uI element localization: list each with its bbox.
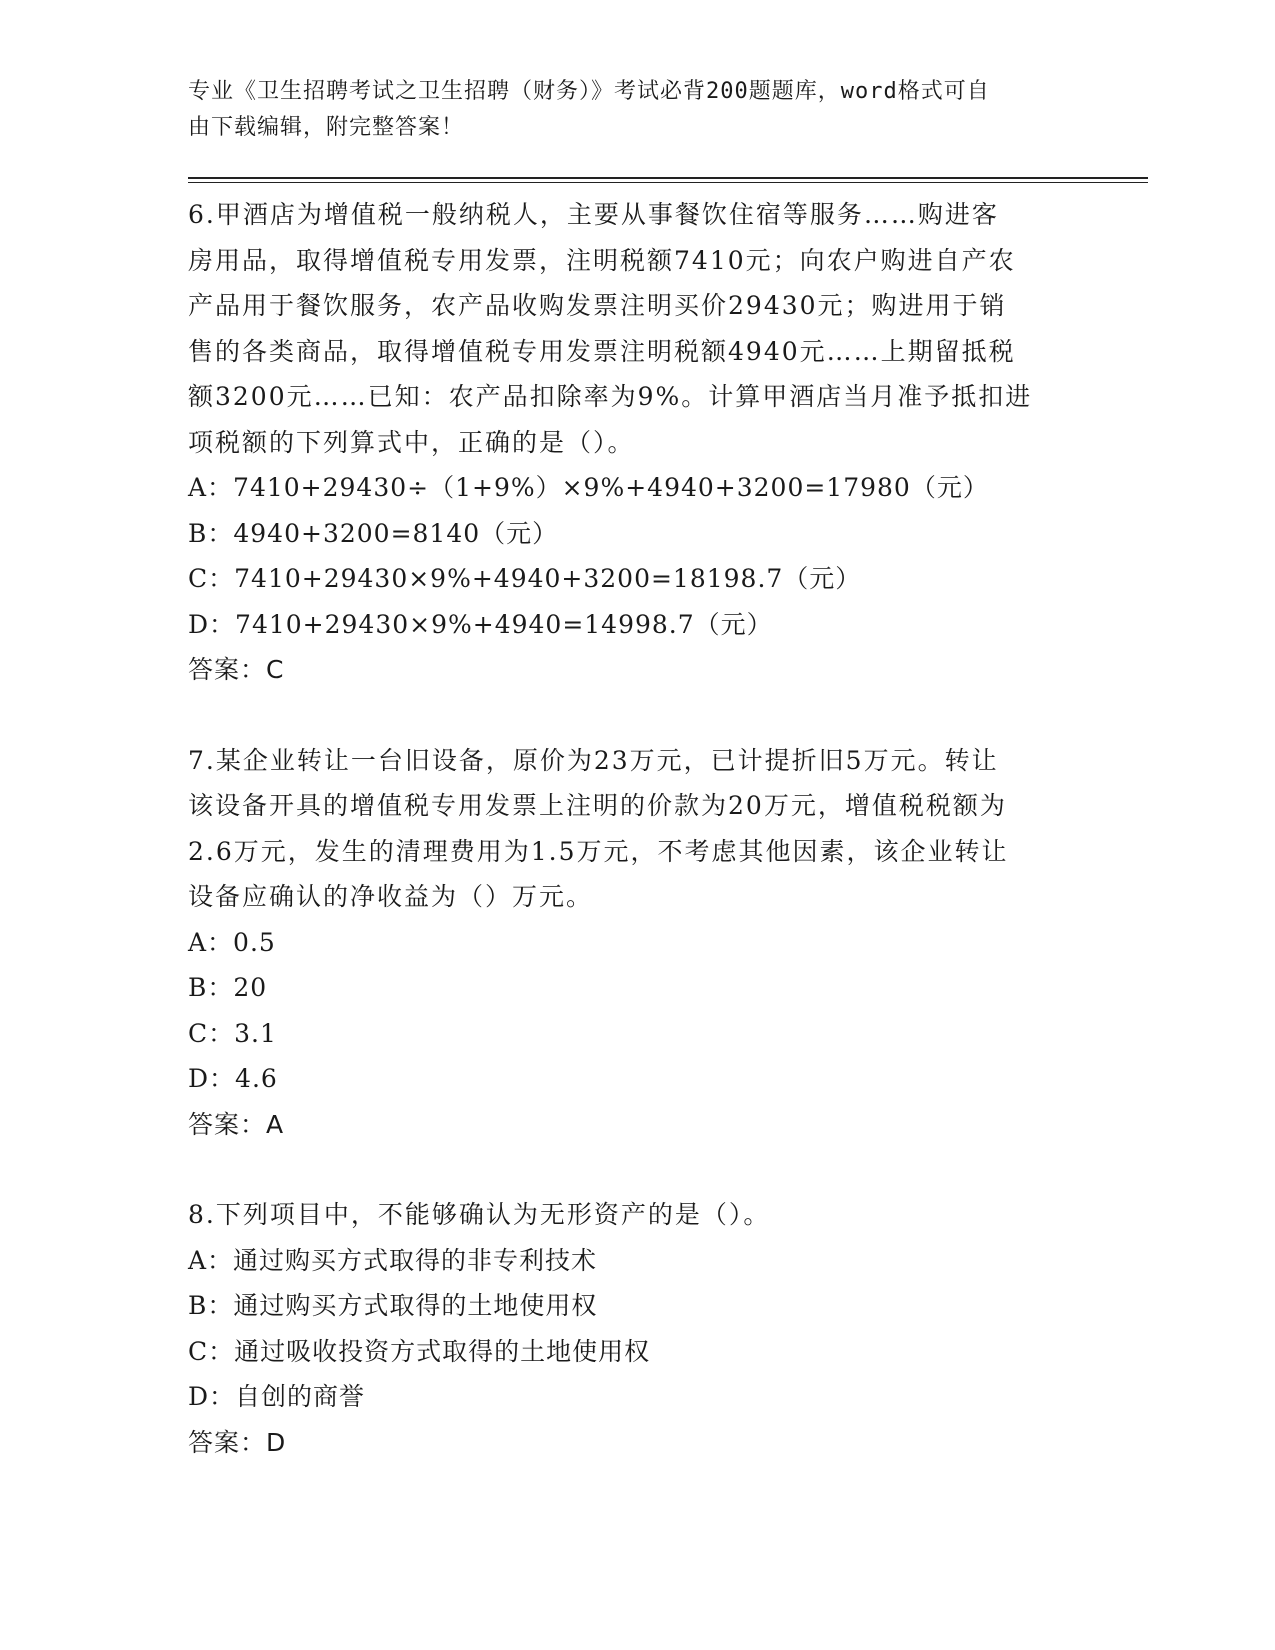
- question-stem-line: 设备应确认的净收益为（）万元。: [188, 882, 594, 911]
- question-7: [188, 738, 1088, 1148]
- question-spacer: [188, 1147, 1088, 1192]
- question-stem-line: 6.甲酒店为增值税一般纳税人，主要从事餐饮住宿等服务……购进客: [188, 200, 999, 229]
- question-stem-line: 额3200元……已知：农产品扣除率为9%。计算甲酒店当月准予抵扣进: [188, 382, 1033, 411]
- option-a: A：0.5: [188, 927, 276, 957]
- question-6: [188, 192, 1088, 693]
- option-d: D：7410+29430×9%+4940=14998.7（元）: [188, 609, 773, 639]
- header-divider-thin: [188, 182, 1148, 183]
- question-8: [188, 1192, 1088, 1465]
- option-a: A：通过购买方式取得的非专利技术: [188, 1245, 598, 1275]
- question-stem-line: 产品用于餐饮服务，农产品收购发票注明买价29430元；购进用于销: [188, 291, 1007, 320]
- answer: 答案：C: [188, 655, 285, 684]
- question-stem-line: 房用品，取得增值税专用发票，注明税额7410元；向农户购进自产农: [188, 245, 1016, 275]
- option-c: C：3.1: [188, 1018, 277, 1048]
- header-line-1: 专业《卫生招聘考试之卫生招聘（财务）》考试必背200题题库，word格式可自: [188, 79, 990, 104]
- answer: 答案：D: [188, 1427, 287, 1457]
- answer: 答案：A: [188, 1109, 285, 1139]
- option-b: B：20: [188, 973, 268, 1002]
- document-header: [188, 74, 1088, 146]
- option-d: D：4.6: [188, 1064, 278, 1093]
- question-stem-line: 售的各类商品，取得增值税专用发票注明税额4940元……上期留抵税: [188, 336, 1016, 366]
- question-stem-line: 7.某企业转让一台旧设备，原价为23万元，已计提折旧5万元。转让: [188, 745, 999, 775]
- question-stem-line: 该设备开具的增值税专用发票上注明的价款为20万元，增值税税额为: [188, 791, 1007, 820]
- question-spacer: [188, 693, 1088, 738]
- header-line-2: 由下载编辑，附完整答案！: [188, 115, 465, 140]
- question-stem-line: 2.6万元，发生的清理费用为1.5万元，不考虑其他因素，该企业转让: [188, 836, 1009, 866]
- question-stem-line: 8.下列项目中，不能够确认为无形资产的是（）。: [188, 1200, 771, 1229]
- option-c: C：7410+29430×9%+4940+3200=18198.7（元）: [188, 564, 862, 593]
- question-stem-line: 项税额的下列算式中，正确的是（）。: [188, 427, 635, 457]
- option-c: C：通过吸收投资方式取得的土地使用权: [188, 1336, 651, 1366]
- question-list: [188, 192, 1088, 1465]
- option-a: A：7410+29430÷（1+9%）×9%+4940+3200=17980（元）: [188, 473, 989, 502]
- option-d: D：自创的商誉: [188, 1382, 366, 1411]
- header-divider-thick: [188, 177, 1148, 179]
- option-b: B：4940+3200=8140（元）: [188, 518, 559, 548]
- option-b: B：通过购买方式取得的土地使用权: [188, 1291, 598, 1320]
